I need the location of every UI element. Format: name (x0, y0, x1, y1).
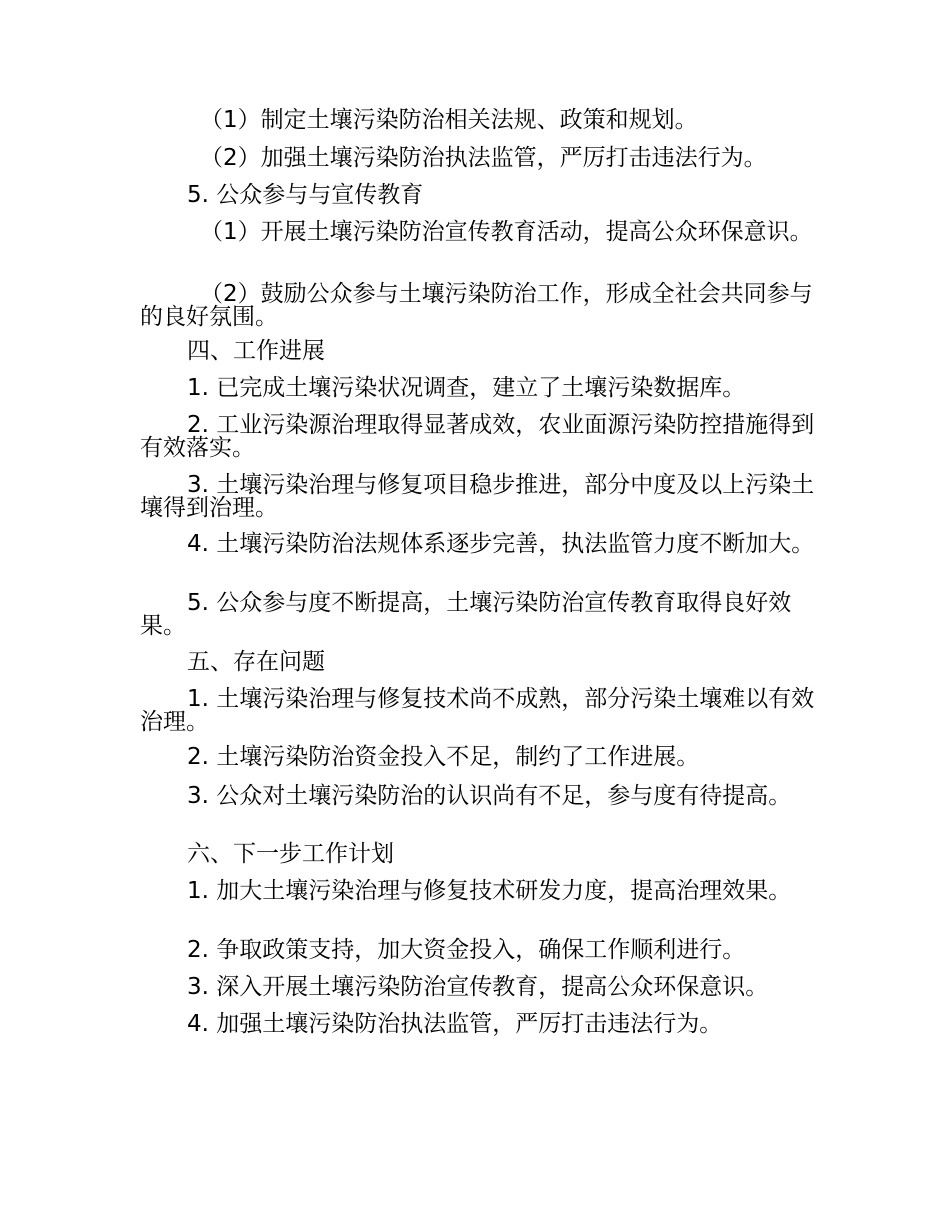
paragraph: （2）鼓励公众参与土壤污染防治工作，形成全社会共同参与的良好氛围。 (140, 281, 813, 330)
paragraph: 3. 深入开展土壤污染防治宣传教育，提高公众环保意识。 (187, 974, 769, 1000)
paragraph: 1. 加大土壤污染治理与修复技术研发力度，提高治理效果。 (187, 878, 792, 904)
section-heading: 四、工作进展 (187, 338, 325, 364)
paragraph: 2. 争取政策支持，加大资金投入，确保工作顺利进行。 (187, 937, 746, 963)
paragraph: 3. 土壤污染治理与修复项目稳步推进，部分中度及以上污染土壤得到治理。 (140, 472, 815, 521)
paragraph: 5. 公众参与度不断提高，土壤污染防治宣传教育取得良好效果。 (140, 590, 792, 639)
paragraph: 1. 已完成土壤污染状况调查，建立了土壤污染数据库。 (187, 375, 746, 401)
paragraph: 4. 加强土壤污染防治执法监管，严厉打击违法行为。 (187, 1011, 723, 1037)
paragraph: （1）开展土壤污染防治宣传教育活动，提高公众环保意识。 (200, 219, 813, 245)
section-heading: 5. 公众参与与宣传教育 (187, 182, 424, 208)
paragraph: 4. 土壤污染防治法规体系逐步完善，执法监管力度不断加大。 (187, 531, 815, 557)
paragraph: 2. 土壤污染防治资金投入不足，制约了工作进展。 (187, 744, 700, 770)
section-heading: 六、下一步工作计划 (187, 841, 394, 867)
section-heading: 五、存在问题 (187, 649, 325, 675)
paragraph: （2）加强土壤污染防治执法监管，严厉打击违法行为。 (200, 145, 767, 171)
paragraph: 2. 工业污染源治理取得显著成效，农业面源污染防控措施得到有效落实。 (140, 412, 815, 461)
paragraph: （1）制定土壤污染防治相关法规、政策和规划。 (200, 107, 698, 133)
paragraph: 3. 公众对土壤污染防治的认识尚有不足，参与度有待提高。 (187, 783, 792, 809)
paragraph: 1. 土壤污染治理与修复技术尚不成熟，部分污染土壤难以有效治理。 (140, 686, 815, 735)
